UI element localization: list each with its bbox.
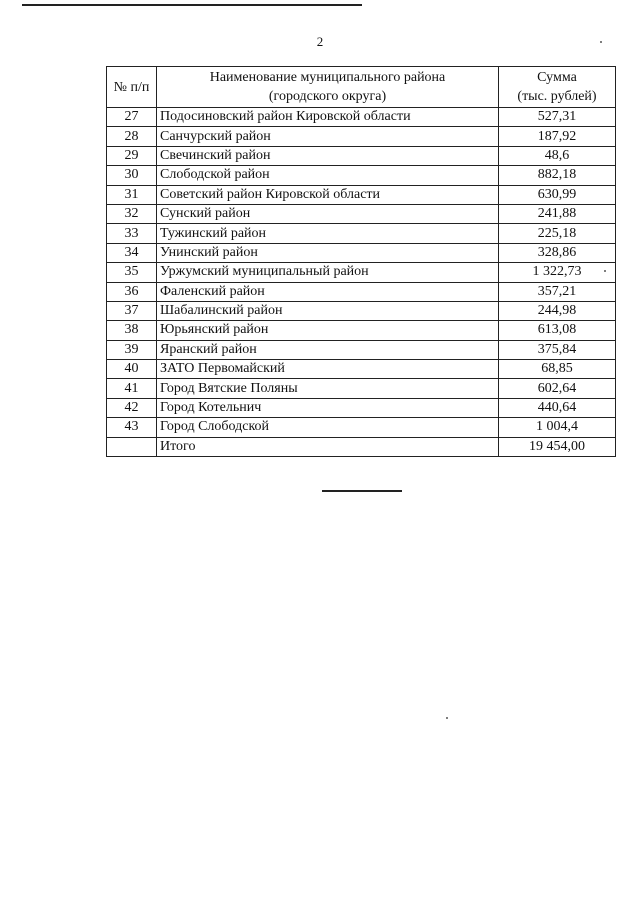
cell-name: Советский район Кировской области bbox=[157, 185, 499, 204]
cell-num: 33 bbox=[107, 224, 157, 243]
cell-num: 32 bbox=[107, 204, 157, 223]
header-sum bbox=[499, 67, 616, 108]
cell-num: 29 bbox=[107, 146, 157, 165]
table-row bbox=[107, 146, 616, 165]
cell-sum: 19 454,00 bbox=[499, 437, 616, 456]
table-header-row bbox=[107, 67, 616, 108]
table-row bbox=[107, 243, 616, 262]
cell-sum: 187,92 bbox=[499, 127, 616, 146]
cell-name: Юрьянский район bbox=[157, 321, 499, 340]
cell-name: Санчурский район bbox=[157, 127, 499, 146]
cell-sum: 602,64 bbox=[499, 379, 616, 398]
cell-sum: 48,6 bbox=[499, 146, 616, 165]
cell-sum: 882,18 bbox=[499, 166, 616, 185]
cell-sum: 1 322,73 bbox=[499, 263, 616, 282]
table-row bbox=[107, 301, 616, 320]
table-row bbox=[107, 166, 616, 185]
table-row bbox=[107, 224, 616, 243]
table-row bbox=[107, 282, 616, 301]
header-sum-line1: Сумма bbox=[537, 70, 577, 85]
table-body bbox=[107, 108, 616, 457]
cell-sum: 613,08 bbox=[499, 321, 616, 340]
table-total-row bbox=[107, 437, 616, 456]
end-rule bbox=[322, 490, 402, 492]
table-row bbox=[107, 418, 616, 437]
table-row bbox=[107, 321, 616, 340]
header-num: № п/п bbox=[107, 67, 157, 108]
cell-name: Сунский район bbox=[157, 204, 499, 223]
cell-num: 37 bbox=[107, 301, 157, 320]
cell-name: Шабалинский район bbox=[157, 301, 499, 320]
header-sum-line2: (тыс. рублей) bbox=[517, 89, 597, 104]
scan-speck bbox=[600, 41, 602, 43]
cell-name: Свечинский район bbox=[157, 146, 499, 165]
table-row bbox=[107, 204, 616, 223]
table-row bbox=[107, 340, 616, 359]
cell-sum: 244,98 bbox=[499, 301, 616, 320]
cell-name: Город Слободской bbox=[157, 418, 499, 437]
header-name-line2: (городского округа) bbox=[268, 89, 387, 104]
cell-sum: 68,85 bbox=[499, 360, 616, 379]
cell-num: 43 bbox=[107, 418, 157, 437]
cell-num: 36 bbox=[107, 282, 157, 301]
cell-name: Унинский район bbox=[157, 243, 499, 262]
cell-name: Слободской район bbox=[157, 166, 499, 185]
table-row bbox=[107, 379, 616, 398]
cell-name: Подосиновский район Кировской области bbox=[157, 108, 499, 127]
table-row bbox=[107, 127, 616, 146]
page-number: 2 bbox=[316, 34, 324, 49]
cell-num: 40 bbox=[107, 360, 157, 379]
cell-name: Уржумский муниципальный район bbox=[157, 263, 499, 282]
table-row bbox=[107, 360, 616, 379]
cell-sum: 1 004,4 bbox=[499, 418, 616, 437]
cell-name: Фаленский район bbox=[157, 282, 499, 301]
cell-num: 39 bbox=[107, 340, 157, 359]
allocation-table bbox=[106, 66, 616, 457]
cell-sum: 357,21 bbox=[499, 282, 616, 301]
cell-name: Тужинский район bbox=[157, 224, 499, 243]
table-row bbox=[107, 108, 616, 127]
cell-name: Город Вятские Поляны bbox=[157, 379, 499, 398]
scan-speck bbox=[446, 717, 448, 719]
cell-name: ЗАТО Первомайский bbox=[157, 360, 499, 379]
cell-num: 38 bbox=[107, 321, 157, 340]
cell-num: 41 bbox=[107, 379, 157, 398]
cell-name: Яранский район bbox=[157, 340, 499, 359]
cell-sum: 440,64 bbox=[499, 398, 616, 417]
cell-num: 31 bbox=[107, 185, 157, 204]
cell-num: 42 bbox=[107, 398, 157, 417]
cell-num: 30 bbox=[107, 166, 157, 185]
header-name-line1: Наименование муниципального района bbox=[209, 70, 446, 85]
table-row bbox=[107, 398, 616, 417]
cell-num: 27 bbox=[107, 108, 157, 127]
cell-num bbox=[107, 437, 157, 456]
cell-sum: 527,31 bbox=[499, 108, 616, 127]
table-row bbox=[107, 263, 616, 282]
header-name bbox=[157, 67, 499, 108]
table-row bbox=[107, 185, 616, 204]
cell-sum: 225,18 bbox=[499, 224, 616, 243]
cell-num: 28 bbox=[107, 127, 157, 146]
cell-name: Итого bbox=[157, 437, 499, 456]
cell-sum: 241,88 bbox=[499, 204, 616, 223]
cell-sum: 375,84 bbox=[499, 340, 616, 359]
cell-num: 34 bbox=[107, 243, 157, 262]
cell-name: Город Котельнич bbox=[157, 398, 499, 417]
cell-num: 35 bbox=[107, 263, 157, 282]
top-rule bbox=[22, 4, 362, 6]
cell-sum: 630,99 bbox=[499, 185, 616, 204]
cell-sum: 328,86 bbox=[499, 243, 616, 262]
